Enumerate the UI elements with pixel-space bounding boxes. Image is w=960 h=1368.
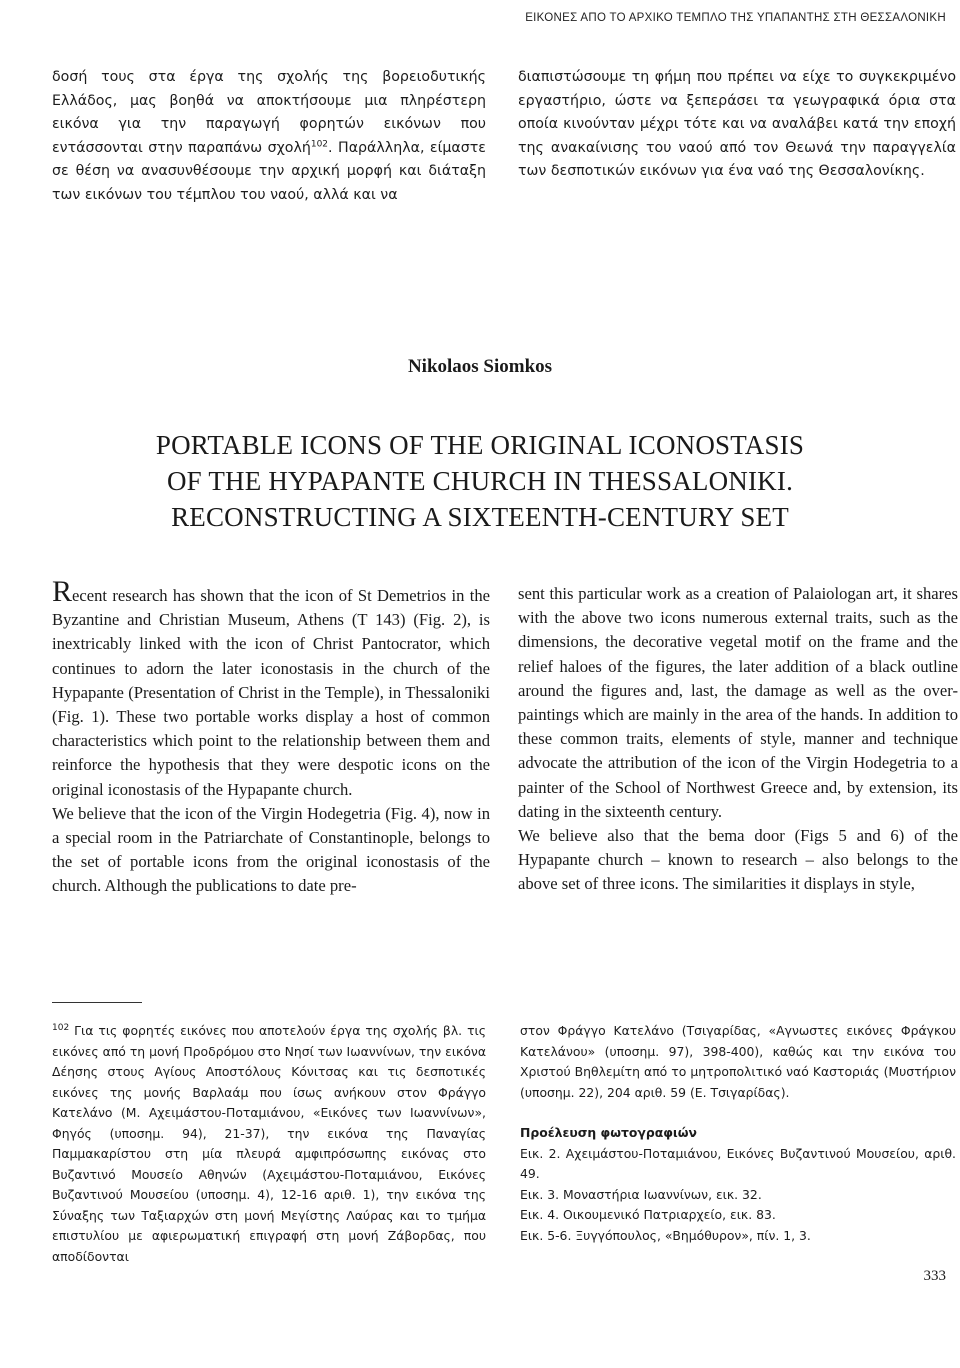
title-line: OF THE HYPAPANTE CHURCH IN THESSALONIKI. — [166, 466, 794, 496]
page-number: 333 — [923, 1268, 946, 1284]
footnote-number: 102 — [52, 1022, 70, 1033]
article-title — [0, 427, 960, 535]
footnote — [52, 1021, 486, 1267]
english-text-right-column — [518, 582, 958, 897]
title-line: PORTABLE ICONS OF THE ORIGINAL ICONOSTASIS — [155, 430, 805, 460]
photo-credit-item: Εικ. 3. Μοναστήρια Ιωαννίνων, εικ. 32. — [520, 1186, 762, 1202]
greek-text: . Παράλληλα, είμαστε σε θέση να ανασυνθέσουμε την αρχική μορφή και διάταξη των εικόνων του τέμπλου του ναού, αλλά και να — [52, 139, 486, 203]
greek-text-left-column — [52, 66, 486, 208]
footnote-continuation: στον Φράγγο Κατελάνο (Τσιγαρίδας, «Αγνωστες εικόνες Φράγκου Κατελάνου» (υποσημ. 97), 398-400), καθώς και την εικόνα του Χριστού Βηθλεμίτη από το μητροπολιτικό ναό Καστοριάς (Μυστήριον (υποσημ. 22), 204 αριθ. 59 (Ε. Τσιγαρίδας). — [520, 1023, 956, 1100]
english-paragraph: We believe that the icon of the Virgin Hodegetria (Fig. 4), now in a special room in the Patriarchate of Constantinople, belongs to the set of portable icons from the original iconostasis of the church. Although the publications to date pre- — [52, 803, 490, 896]
drop-cap: R — [52, 575, 73, 608]
english-paragraph: We believe also that the bema door (Figs 5 and 6) of the Hypapante church – known to research – also belongs to the above set of three icons. The similarities it displays in style, — [518, 826, 958, 894]
footnote-divider — [52, 1002, 142, 1003]
running-head: ΕΙΚΟΝΕΣ ΑΠΟ ΤΟ ΑΡΧΙΚΟ ΤΕΜΠΛΟ ΤΗΣ ΥΠΑΠΑΝΤΗΣ ΣΤΗ ΘΕΣΣΑΛΟΝΙΚΗ — [525, 12, 946, 24]
photo-credit-item: Εικ. 2. Αχειμάστου-Ποταμιάνου, Εικόνες Βυζαντινού Μουσείου, αριθ. 49. — [520, 1145, 956, 1181]
title-line: RECONSTRUCTING A SIXTEENTH-CENTURY SET — [171, 502, 789, 532]
photo-credit-item: Εικ. 5-6. Ξυγγόπουλος, «Βημόθυρον», πίν. 1, 3. — [520, 1227, 811, 1243]
footnote-marker: 102 — [310, 139, 329, 150]
footnote-text: Για τις φορητές εικόνες που αποτελούν έργα της σχολής βλ. τις εικόνες από τη μονή Προδρόμου στο Νησί των Ιωαννίνων, την εικόνα Δέησης στους Αγίους Αποστόλους Κόνιτσας και τις δεσποτικές εικόνες της μονής Βαρλαάμ που ίσως ανήκουν στον Φράγγο Κατελάνο (Μ. Αχειμάστου-Ποταμιάνου, «Εικόνες των Ιωαννίνων», Φηγός (υποσημ. 94), 21-37), την εικόνα της Παναγίας Παμμακαρίστου στη μία πλευρά αμφιπρόσωπης εικόνας στο Βυζαντινό Μουσείο Αθηνών (Αχειμάστου-Ποταμιάνου, Εικόνες Βυζαντινού Μουσείου (υποσημ. 4), 12-16 αριθ. 1), την εικόνα της Σύναξης των Ταξιαρχών στη μονή Μεγίστης Λαύρας και το τμήμα επιστυλίου με αφιερωματική επιγραφή στη μονή Ζάβορδας, που αποδίδονται — [52, 1023, 486, 1264]
author-name: Nikolaos Siomkos — [407, 356, 553, 377]
english-text-left-column — [52, 575, 490, 899]
footnotes-right-column — [520, 1021, 956, 1246]
english-paragraph: sent this particular work as a creation of Palaiologan art, it shares with the above two icons numerous external traits, such as the dimensions, the decorative vegetal motif on the frame and the relief haloes of the figures, the later addition of a black outline around the figures and, last, the damage as well as the over-paintings which are mainly in the area of the hands. In addition to these common traits, elements of style, manner and technique advocate the attribution of the icon of the Virgin Hodegetria to a painter of the School of Northwest Greece and, by extension, its dating in the sixteenth century. — [518, 584, 958, 821]
greek-text: δοσή τους στα έργα της σχολής της βορειοδυτικής Ελλάδος, μας βοηθά να αποκτήσουμε μια πληρέστερη εικόνα για την παραγωγή φορητών εικόνων που εντάσσονται στην παραπάνω σχολή — [52, 69, 486, 156]
greek-paragraph: διαπιστώσουμε τη φήμη που πρέπει να είχε το συγκεκριμένο εργαστήριο, ώστε να ξεπεράσει τα γεωγραφικά όρια στα οποία κινούνταν μέχρι τότε και να αναλάβει κατά την εποχή της ανακαίνισης του ναού από τον Θεωνά την παραγγελία των δεσποτικών εικόνων για ένα ναό της Θεσσαλονίκης. — [518, 69, 956, 180]
photo-credit-item: Εικ. 4. Οικουμενικό Πατριαρχείο, εικ. 83. — [520, 1207, 776, 1222]
photo-credits-heading: Προέλευση φωτογραφιών — [520, 1125, 697, 1140]
footnotes-left-column — [52, 1021, 486, 1267]
greek-text-right-column — [518, 66, 956, 184]
english-text: ecent research has shown that the icon of St Demetrios in the Byzantine and Christian Museum, Athens (T 143) (Fig. 2), is inextricably linked with the icon of Christ Pantocrator, which continues to adorn the later iconostasis in the church of the Hypapante (Presentation of Christ in the Temple), in Thessaloniki (Fig. 1). These two portable works display a host of common characteristics which point to the relationship between them and reinforce the hypothesis that they were despotic icons on the original iconostasis of the Hypapante church. — [52, 586, 490, 799]
english-paragraph — [52, 575, 490, 802]
greek-paragraph — [52, 66, 486, 208]
